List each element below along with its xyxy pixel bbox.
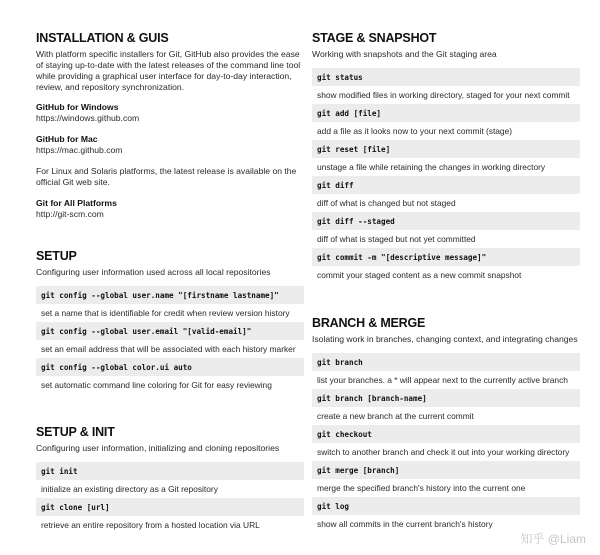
command-text: git clone [url] bbox=[41, 502, 110, 512]
all-platforms-title: Git for All Platforms bbox=[36, 198, 117, 208]
command-desc: show modified files in working directory, staged for your next commit bbox=[312, 86, 580, 104]
command-row bbox=[312, 353, 580, 371]
command-desc: list your branches. a * will appear next to the currently active branch bbox=[312, 371, 580, 389]
setup-init-desc: Configuring user information, initializing and cloning repositories bbox=[36, 443, 280, 453]
installation-section bbox=[36, 31, 304, 220]
setup-section bbox=[36, 249, 304, 394]
setup-title: SETUP bbox=[36, 249, 77, 263]
mac-url: https://mac.github.com bbox=[36, 145, 123, 155]
command-row bbox=[312, 248, 580, 266]
command-row bbox=[312, 497, 580, 515]
command-desc: retrieve an entire repository from a hosted location via URL bbox=[36, 516, 304, 534]
setup-init-section bbox=[36, 425, 304, 534]
command-text: git status bbox=[317, 72, 363, 82]
stage-command-table bbox=[312, 68, 580, 284]
command-desc: set an email address that will be associated with each history marker bbox=[36, 340, 304, 358]
branch-title: BRANCH & MERGE bbox=[312, 316, 426, 330]
setup-init-command-table bbox=[36, 462, 304, 534]
command-row bbox=[312, 68, 580, 86]
command-text: git branch bbox=[317, 357, 363, 367]
command-text: git log bbox=[317, 501, 350, 511]
command-text: git merge [branch] bbox=[317, 465, 400, 475]
command-text: git diff bbox=[317, 180, 354, 190]
command-desc: diff of what is changed but not staged bbox=[312, 194, 580, 212]
command-text: git reset [file] bbox=[317, 144, 391, 154]
branch-desc: Isolating work in branches, changing context, and integrating changes bbox=[312, 334, 578, 344]
command-desc: show all commits in the current branch's history bbox=[312, 515, 580, 533]
command-text: git commit -m "[descriptive message]" bbox=[317, 252, 487, 262]
setup-init-title: SETUP & INIT bbox=[36, 425, 115, 439]
mac-title: GitHub for Mac bbox=[36, 134, 98, 144]
branch-command-table bbox=[312, 353, 580, 533]
setup-command-table bbox=[36, 286, 304, 394]
command-row bbox=[312, 104, 580, 122]
command-desc: create a new branch at the current commit bbox=[312, 407, 580, 425]
command-desc: diff of what is staged but not yet committed bbox=[312, 230, 580, 248]
command-row bbox=[312, 140, 580, 158]
setup-desc: Configuring user information used across all local repositories bbox=[36, 267, 271, 277]
installation-desc: With platform specific installers for Git, GitHub also provides the ease of staying up-to-date with the latest releases of the command line tool while providing a graphical user interface for day-to-day interaction, review, and repository synchronization. bbox=[36, 49, 301, 92]
command-text: git checkout bbox=[317, 429, 372, 439]
command-row bbox=[36, 286, 304, 304]
command-row bbox=[312, 389, 580, 407]
command-row bbox=[36, 358, 304, 376]
command-text: git diff --staged bbox=[317, 216, 395, 226]
stage-title: STAGE & SNAPSHOT bbox=[312, 31, 437, 45]
installation-title: INSTALLATION & GUIS bbox=[36, 31, 169, 45]
branch-section bbox=[312, 316, 580, 533]
command-desc: set automatic command line coloring for Git for easy reviewing bbox=[36, 376, 304, 394]
command-desc: unstage a file while retaining the changes in working directory bbox=[312, 158, 580, 176]
command-row bbox=[312, 176, 580, 194]
command-desc: add a file as it looks now to your next commit (stage) bbox=[312, 122, 580, 140]
command-desc: commit your staged content as a new commit snapshot bbox=[312, 266, 580, 284]
command-desc: initialize an existing directory as a Git repository bbox=[36, 480, 304, 498]
command-row bbox=[312, 425, 580, 443]
command-text: git config --global user.email "[valid-email]" bbox=[41, 326, 252, 336]
command-text: git config --global color.ui auto bbox=[41, 362, 192, 372]
watermark-text: 知乎 @Liam bbox=[520, 532, 586, 546]
all-platforms-url: http://git-scm.com bbox=[36, 209, 104, 219]
command-row bbox=[36, 498, 304, 516]
command-text: git add [file] bbox=[317, 108, 382, 118]
command-row bbox=[36, 322, 304, 340]
command-row bbox=[312, 461, 580, 479]
command-text: git config --global user.name "[firstname lastname]" bbox=[41, 290, 279, 300]
command-desc: switch to another branch and check it out into your working directory bbox=[312, 443, 580, 461]
command-text: git branch [branch-name] bbox=[317, 393, 427, 403]
windows-title: GitHub for Windows bbox=[36, 102, 119, 112]
stage-desc: Working with snapshots and the Git staging area bbox=[312, 49, 497, 59]
watermark bbox=[520, 530, 586, 547]
command-desc: set a name that is identifiable for credit when review version history bbox=[36, 304, 304, 322]
stage-section bbox=[312, 31, 580, 284]
command-text: git init bbox=[41, 466, 78, 476]
windows-url: https://windows.github.com bbox=[36, 113, 140, 123]
command-row bbox=[36, 462, 304, 480]
command-row bbox=[312, 212, 580, 230]
command-desc: merge the specified branch's history into the current one bbox=[312, 479, 580, 497]
linux-note: For Linux and Solaris platforms, the latest release is available on the official Git web site. bbox=[36, 166, 297, 187]
